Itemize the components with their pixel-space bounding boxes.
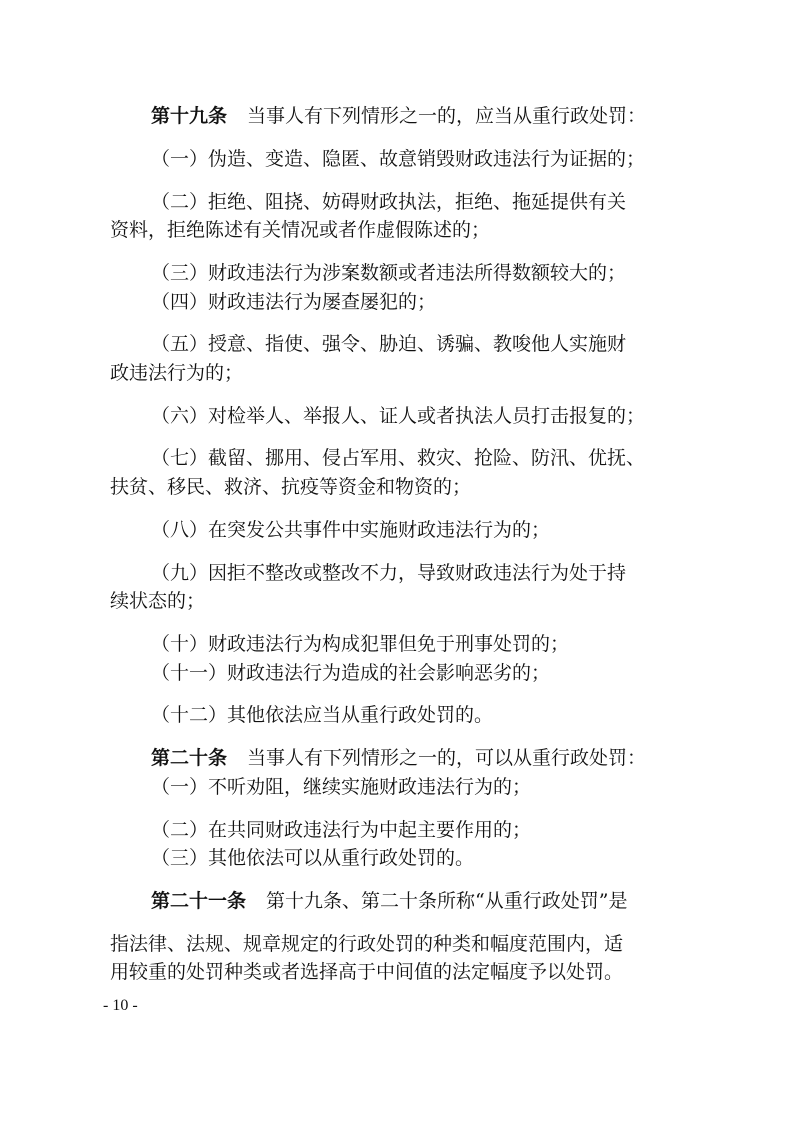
page-number: - 10 - <box>103 997 138 1014</box>
article-21-text-2: 指法律、法规、规章规定的行政处罚的种类和幅度范围内，适 <box>110 933 624 955</box>
article-20-heading-line <box>151 744 690 772</box>
article-19-item-11: （十一）财政违法行为造成的社会影响恶劣的； <box>151 662 551 684</box>
article-20-intro: 当事人有下列情形之一的，可以从重行政处罚： <box>247 747 647 769</box>
article-20-item-1: （一）不听劝阻，继续实施财政违法行为的； <box>151 776 532 798</box>
article-19-item-2-continuation: 资料，拒绝陈述有关情况或者作虚假陈述的； <box>110 219 491 241</box>
article-21-text-3: 用较重的处罚种类或者选择高于中间值的法定幅度予以处罚。 <box>110 961 624 983</box>
article-20-head: 第二十条 <box>151 747 228 769</box>
article-19-item-4: （四）财政违法行为屡查屡犯的； <box>151 291 437 313</box>
article-19-item-9-continuation: 续状态的； <box>110 590 206 612</box>
article-19-item-5: （五）授意、指使、强令、胁迫、诱骗、教唆他人实施财 <box>151 333 627 355</box>
article-21-head: 第二十一条 <box>151 890 247 912</box>
article-19-item-10: （十）财政违法行为构成犯罪但免于刑事处罚的； <box>151 633 570 655</box>
article-20-item-3: （三）其他依法可以从重行政处罚的。 <box>151 847 475 869</box>
article-19-item-9: （九）因拒不整改或整改不力，导致财政违法行为处于持 <box>151 562 627 584</box>
article-20-item-2: （二）在共同财政违法行为中起主要作用的； <box>151 819 532 841</box>
article-19-item-5-continuation: 政违法行为的； <box>110 362 244 384</box>
article-19-item-2: （二）拒绝、阻挠、妨碍财政执法，拒绝、拖延提供有关 <box>151 191 627 213</box>
article-19-item-3: （三）财政违法行为涉案数额或者违法所得数额较大的； <box>151 262 627 284</box>
article-19-item-7: （七）截留、挪用、侵占军用、救灾、抢险、防汛、优抚、 <box>151 447 646 469</box>
article-19-item-7-continuation: 扶贫、移民、救济、抗疫等资金和物资的； <box>110 476 472 498</box>
article-19-heading-line <box>151 102 690 130</box>
article-19-intro: 当事人有下列情形之一的，应当从重行政处罚： <box>247 105 647 127</box>
article-21-heading-line <box>151 887 690 915</box>
article-19-head: 第十九条 <box>151 105 228 127</box>
article-19-item-6: （六）对检举人、举报人、证人或者执法人员打击报复的； <box>151 405 646 427</box>
article-19-item-1: （一）伪造、变造、隐匿、故意销毁财政违法行为证据的； <box>151 148 646 170</box>
article-19-item-8: （八）在突发公共事件中实施财政违法行为的； <box>151 519 551 541</box>
article-21-text-1: 第十九条、第二十条所称“从重行政处罚”是 <box>266 890 628 912</box>
article-19-item-12: （十二）其他依法应当从重行政处罚的。 <box>151 704 494 726</box>
